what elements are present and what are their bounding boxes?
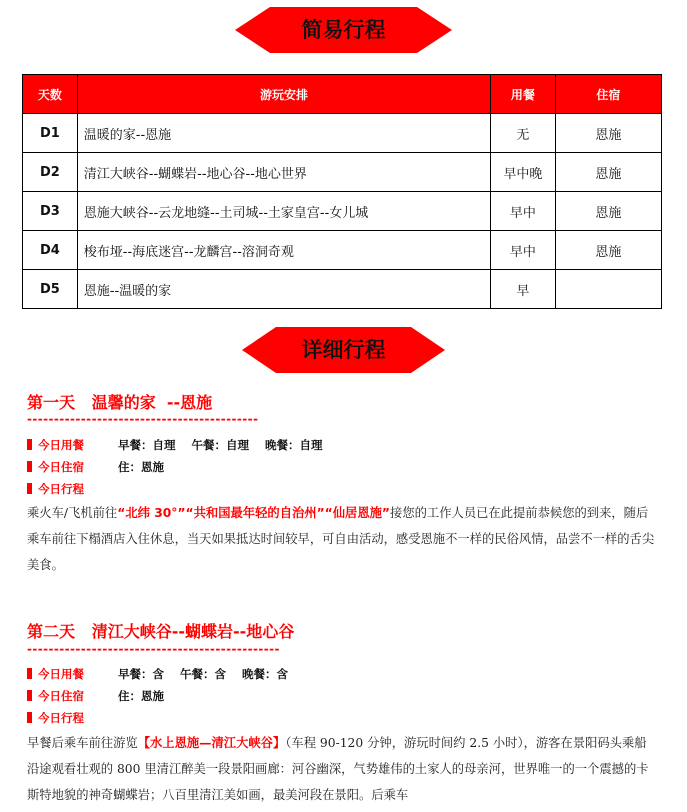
dinner: 晚餐：自理	[265, 438, 323, 452]
day1-divider: -------------------------------------------	[27, 412, 259, 426]
meal-label: 今日用餐	[38, 438, 84, 452]
banner-title: 简易行程	[301, 18, 386, 42]
table-header-row	[23, 75, 662, 114]
header-meal: 用餐	[491, 75, 556, 114]
bullet-marker	[27, 439, 32, 450]
highlight-text: 【水上恩施—清江大峡谷】	[137, 736, 286, 750]
cell-meal: 早中	[491, 192, 556, 231]
cell-day: D1	[23, 114, 78, 153]
trip-label: 今日行程	[38, 482, 84, 496]
cell-stay	[555, 270, 661, 309]
highlight-text: “北纬 30°”“共和国最年轻的自治州”“仙居恩施”	[117, 506, 391, 520]
table-row	[23, 192, 662, 231]
table-row	[23, 231, 662, 270]
day1-meals	[27, 437, 339, 453]
cell-plan: 恩施大峡谷--云龙地缝--土司城--土家皇宫--女儿城	[77, 192, 490, 231]
banner-title: 详细行程	[301, 338, 386, 362]
cell-meal: 无	[491, 114, 556, 153]
cell-stay: 恩施	[555, 153, 661, 192]
lunch: 午餐：含	[180, 667, 226, 681]
table-row	[23, 270, 662, 309]
day1-heading: 第一天 温馨的家 --恩施	[27, 393, 213, 412]
cell-plan: 温暖的家--恩施	[77, 114, 490, 153]
bullet-marker	[27, 712, 32, 723]
header-stay: 住宿	[555, 75, 661, 114]
header-day: 天数	[23, 75, 78, 114]
day2-meals	[27, 666, 304, 682]
section-banner-detail	[0, 325, 687, 375]
day1-description: 乘火车/飞机前往“北纬 30°”“共和国最年轻的自治州”“仙居恩施”接您的工作人员已在此提前恭候您的到来，随后乘车前往下榻酒店入住休息，当天如果抵达时间较早，可自由活动，感受恩施不一样的民俗风情，品尝不一样的舌尖美食。	[27, 506, 655, 572]
breakfast: 早餐：自理	[118, 438, 176, 452]
cell-day: D5	[23, 270, 78, 309]
itinerary-table	[22, 74, 662, 309]
cell-stay: 恩施	[555, 231, 661, 270]
day1-stay	[27, 459, 164, 475]
day2-stay	[27, 688, 164, 704]
cell-meal: 早中晚	[491, 153, 556, 192]
day2-heading: 第二天 清江大峡谷--蝴蝶岩--地心谷	[27, 622, 295, 641]
day2-divider: -----------------------------------------------	[27, 642, 280, 656]
section-banner-simple	[0, 5, 687, 55]
bullet-marker	[27, 668, 32, 679]
bullet-marker	[27, 483, 32, 494]
bullet-marker	[27, 461, 32, 472]
stay-value: 住：恩施	[118, 460, 164, 474]
cell-meal: 早	[491, 270, 556, 309]
meal-label: 今日用餐	[38, 667, 84, 681]
day2-description: 早餐后乘车前往游览【水上恩施—清江大峡谷】（车程 90-120 分钟，游玩时间约 2.5 小时），游客在景阳码头乘船沿途观看壮观的 800 里清江醉美一段景阳画廊：河谷幽深，气势雄伟的土家人的母亲河，世界唯一的一个震撼的卡斯特地貌的神奇蝴蝶岩；八百里清江美如画，最美河段在景阳。后乘车	[27, 736, 649, 802]
header-plan: 游玩安排	[77, 75, 490, 114]
stay-label: 今日住宿	[38, 689, 84, 703]
table-row	[23, 114, 662, 153]
bullet-marker	[27, 690, 32, 701]
cell-plan: 梭布垭--海底迷宫--龙麟宫--溶洞奇观	[77, 231, 490, 270]
cell-stay: 恩施	[555, 192, 661, 231]
trip-label: 今日行程	[38, 711, 84, 725]
cell-plan: 清江大峡谷--蝴蝶岩--地心谷--地心世界	[77, 153, 490, 192]
cell-meal: 早中	[491, 231, 556, 270]
stay-label: 今日住宿	[38, 460, 84, 474]
day1-trip	[27, 481, 118, 497]
dinner: 晚餐：含	[242, 667, 288, 681]
cell-day: D2	[23, 153, 78, 192]
cell-stay: 恩施	[555, 114, 661, 153]
cell-day: D4	[23, 231, 78, 270]
cell-day: D3	[23, 192, 78, 231]
breakfast: 早餐：含	[118, 667, 164, 681]
cell-plan: 恩施--温暖的家	[77, 270, 490, 309]
stay-value: 住：恩施	[118, 689, 164, 703]
table-row	[23, 153, 662, 192]
lunch: 午餐：自理	[191, 438, 249, 452]
day2-trip	[27, 710, 118, 726]
